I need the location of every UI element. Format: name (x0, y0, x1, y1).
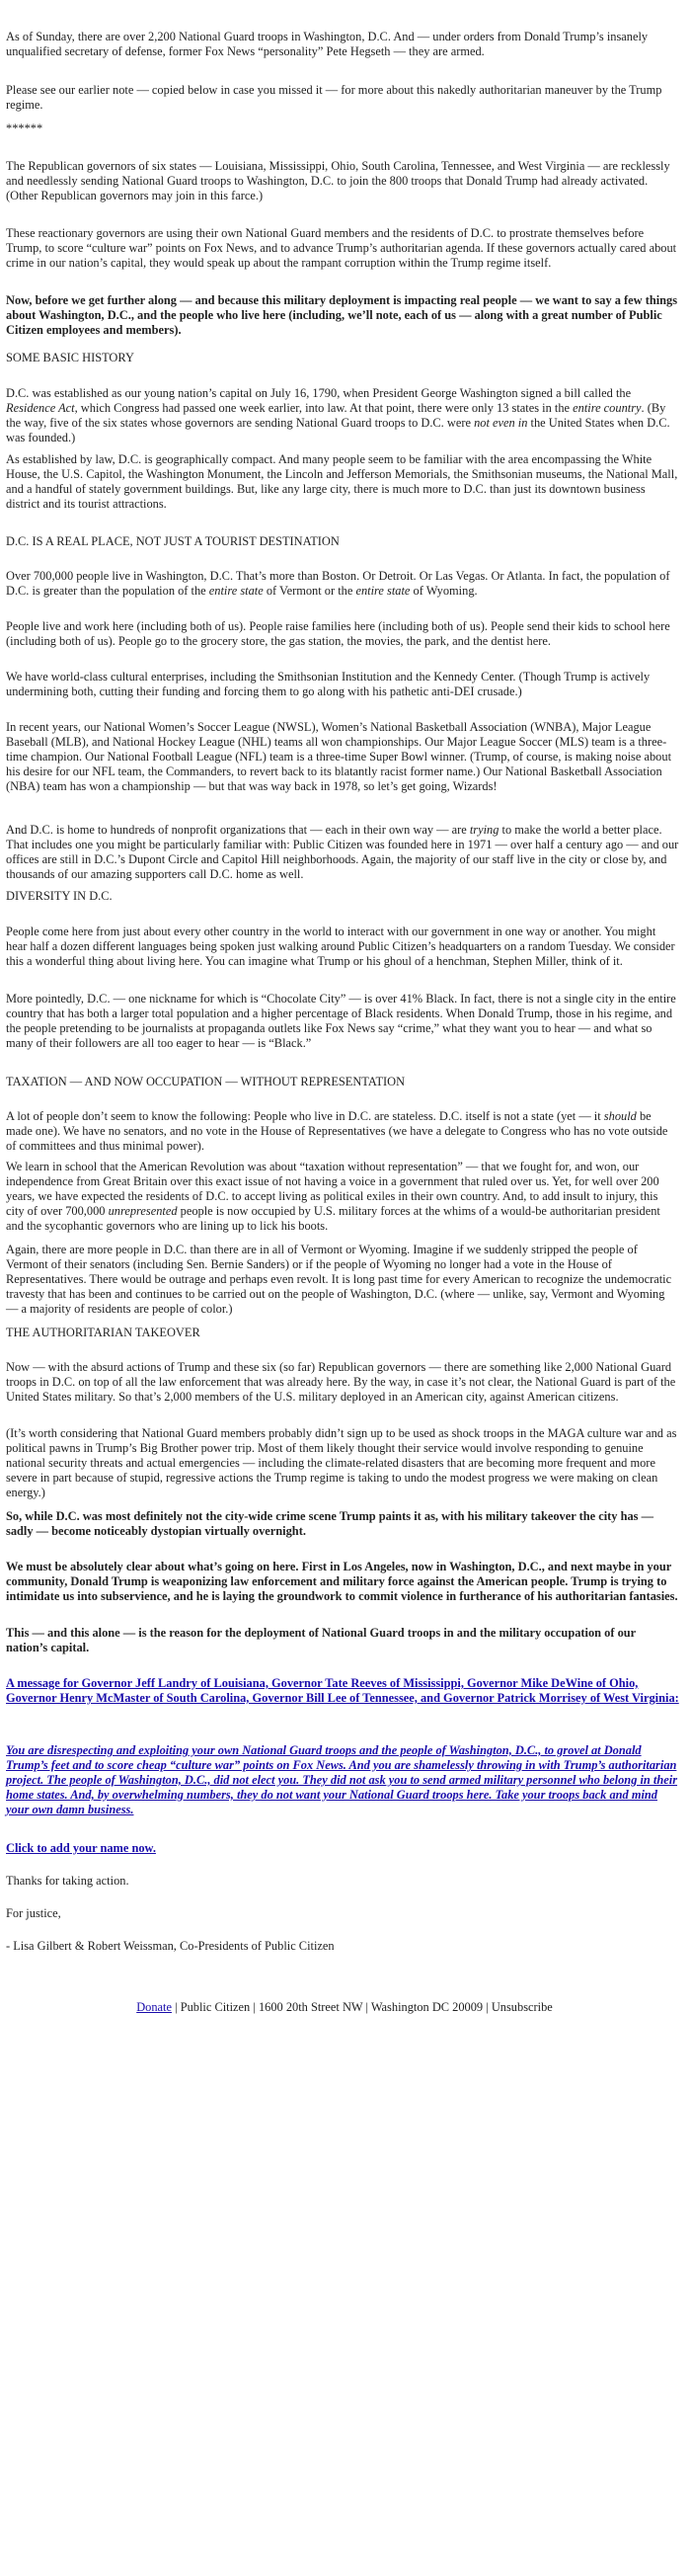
paragraph-sports: In recent years, our National Women’s Soccer League (NWSL), Women’s National Basketball Association (WNBA), Major League Baseball (MLB), and National Hockey League (NHL) teams all won championships. Our Major League Soccer (MLS) team is a three-time champion. Our National Football League (NFL) team is a three-time Super Bowl winner. (Trump, of course, is making noise about his desire for our NFL team, the Commanders, to revert back to its blatantly racist former name.) Our National Basketball Association (NBA) team has won a championship — but that was way back in 1978, so let’s get going, Wizards! (6, 720, 672, 793)
message-to-governors-link[interactable]: A message for Governor Jeff Landry of Louisiana, Governor Tate Reeves of Mississippi, Governor Mike DeWine of Ohio, Governor Henry McMaster of South Carolina, Governor Bill Lee of Tennessee, and Governor Patrick Morrisey of West Virginia: (6, 1676, 679, 1705)
paragraph-weaponizing: We must be absolutely clear about what’s going on here. First in Los Angeles, now in Washington, D.C., and next maybe in your community, Donald Trump is weaponizing law enforcement and military force against the American people. Trump is trying to intimidate us into subservience, and he is laying the groundwork to commit violence in furtherance of his authoritarian fantasies. (6, 1560, 678, 1603)
footer-org: Public Citizen (180, 2000, 251, 2014)
paragraph-history: D.C. was established as our young nation’s capital on July 16, 1790, when President George Washington signed a bill called the Residence Act, which Congress had passed one week earlier, into law. At that point, there were only 13 states in the entire country. (By the way, five of the six states whose governors are sending National Guard troops to D.C. were not even in the United States when D.C. was founded.) (6, 386, 670, 444)
message-body-link[interactable]: You are disrespecting and exploiting your own National Guard troops and the people of Washington, D.C., to grovel at Donald Trump’s feet and to score cheap “culture war” points on Fox News. And you are shamelessly throwing in with Trump’s authoritarian project. The people of Washington, D.C., did not elect you. They did not ask you to send armed military personnel who belong in their home states. And, by overwhelming numbers, they do not want your National Guard troops here. Take your troops back and mind your own damn business. (6, 1743, 678, 1816)
footer-separator: | (486, 2000, 489, 2014)
email-footer (6, 2000, 683, 2015)
paragraph-governors: The Republican governors of six states — Louisiana, Mississippi, Ohio, South Carolina, Tennessee, and West Virginia — are recklessly and needlessly sending National Guard troops to Washington, D.C. to join the 800 troops that Donald Trump had already activated. (Other Republican governors may join in this farce.) (6, 159, 670, 202)
donate-link[interactable]: Donate (136, 2000, 172, 2014)
section-heading-diversity: DIVERSITY IN D.C. (6, 889, 113, 903)
footer-city: Washington DC 20009 (370, 2000, 484, 2014)
divider-stars: ****** (6, 121, 43, 135)
salutation-text: For justice, (6, 1906, 61, 1920)
paragraph-revolution: We learn in school that the American Revolution was about “taxation without representation” — that we fought for, and won, our independence from Great Britain over this exact issue of not having a voice in a government that ruled over us. Yet, for well over 200 years, we have expected the residents of D.C. to accept living as political exiles in their own country. And, to add insult to injury, this city of over 700,000 unrepresented people is now occupied by U.S. military forces at the whims of a would-be authoritarian president and the sycophantic governors who are lining up to lick his boots. (6, 1160, 660, 1233)
paragraph-troops: Now — with the absurd actions of Trump and these six (so far) Republican governors — there are something like 2,000 National Guard troops in D.C. on top of all the law enforcement that was already here. By the way, in case it’s not clear, the National Guard is part of the United States military. So that’s 2,000 members of the U.S. military deployed in an American city, against American citizens. (6, 1360, 676, 1404)
paragraph-diversity: People come here from just about every other country in the world to interact with our government in one way or another. You might hear half a dozen different languages being spoken just walking around Public Citizen’s headquarters on a random Tuesday. We consider this a wonderful thing about living here. You can imagine what Trump or his ghoul of a henchman, Stephen Miller, think of it. (6, 925, 675, 968)
paragraph-chocolate-city: More pointedly, D.C. — one nickname for which is “Chocolate City” — is over 41% Black. In fact, there is not a single city in the entire country that has both a larger total population and a higher percentage of Black residents. When Donald Trump, those in his regime, and the people pretending to be journalists at propaganda outlets like Fox News say “crime,” what they want you to hear — and what so many of their followers are all too eager to hear — is “Black.” (6, 992, 676, 1050)
section-heading-history: SOME BASIC HISTORY (6, 351, 134, 364)
add-your-name-link[interactable]: Click to add your name now. (6, 1841, 156, 1855)
paragraph-bold-intro: Now, before we get further along — and because this military deployment is impacting real people — we want to say a few things about Washington, D.C., and the people who live here (including, we’ll note, each of us — along with a great number of Public Citizen employees and members). (6, 293, 678, 337)
paragraph-population: Over 700,000 people live in Washington, D.C. That’s more than Boston. Or Detroit. Or Las Vegas. Or Atlanta. In fact, the population of D.C. is greater than the population of the entire state of Vermont or the entire state of Wyoming. (6, 569, 670, 598)
paragraph-reactionary: These reactionary governors are using their own National Guard members and the residents of D.C. to prostrate themselves before Trump, to score “culture war” points on Fox News, and to advance Trump’s authoritarian agenda. If these governors actually cared about crime in our nation’s capital, they would speak up about the rampant corruption within the Trump regime itself. (6, 226, 677, 270)
footer-address: 1600 20th Street NW (258, 2000, 363, 2014)
paragraph-vermont-wyoming: Again, there are more people in D.C. than there are in all of Vermont or Wyoming. Imagine if we suddenly stripped the people of Vermont of their senators (including Sen. Bernie Sanders) or if the people of Wyoming no longer had a vote in the House of Representatives. There would be outrage and perhaps even revolt. It is long past time for every American to recognize the undemocratic travesty that has been and continues to be carried out on the people of Washington, D.C. (where — unlike, say, Vermont and Wyoming — a majority of residents are people of color.) (6, 1243, 672, 1316)
intro-paragraph-1: As of Sunday, there are over 2,200 National Guard troops in Washington, D.C. And — under orders from Donald Trump’s insanely unqualified secretary of defense, former Fox News “personality” Pete Hegseth — they are armed. (6, 30, 649, 58)
paragraph-guard-members: (It’s worth considering that National Guard members probably didn’t sign up to be used as shock troops in the MAGA culture war and as political pawns in Trump’s Big Brother power trip. Most of them likely thought their service would involve responding to genuine national security threats and actual emergencies — including the climate-related disasters that are becoming more frequent and more severe in part because of stupid, regressive actions the Trump regime is taking to undo the modest progress we were making on clean energy.) (6, 1426, 677, 1499)
intro-paragraph-2: Please see our earlier note — copied below in case you missed it — for more about this nakedly authoritarian maneuver by the Trump regime. (6, 83, 662, 112)
unsubscribe-link[interactable]: Unsubscribe (491, 2000, 553, 2014)
paragraph-reason: This — and this alone — is the reason for the deployment of National Guard troops in and the military occupation of our nation’s capital. (6, 1626, 636, 1654)
paragraph-culture: We have world-class cultural enterprises, including the Smithsonian Institution and the Kennedy Center. (Though Trump is actively undermining both, cutting their funding and forcing them to go along with his pathetic anti-DEI crusade.) (6, 670, 651, 698)
paragraph-geography: As established by law, D.C. is geographically compact. And many people seem to be familiar with the area encompassing the White House, the U.S. Capitol, the Washington Monument, the Lincoln and Jefferson Memorials, the Smithsonian museums, the National Mall, and a handful of stately government buildings. But, like any large city, there is much more to D.C. than just its downtown business district and its tourist attractions. (6, 452, 678, 511)
footer-separator: | (365, 2000, 368, 2014)
footer-separator: | (175, 2000, 178, 2014)
section-heading-real-place: D.C. IS A REAL PLACE, NOT JUST A TOURIST DESTINATION (6, 534, 340, 548)
paragraph-people-live: People live and work here (including both of us). People raise families here (including both of us). People send their kids to school here (including both of us). People go to the grocery store, the gas station, the movies, the park, and the dentist here. (6, 619, 670, 648)
paragraph-stateless: A lot of people don’t seem to know the following: People who live in D.C. are stateless. D.C. itself is not a state (yet — it should be made one). We have no senators, and no vote in the House of Representatives (we have a delegate to Congress who has no vote outside of committees and thus minimal power). (6, 1109, 668, 1153)
paragraph-nonprofits: And D.C. is home to hundreds of nonprofit organizations that — each in their own way — are trying to make the world a better place. That includes one you might be particularly familiar with: Public Citizen was founded here in 1971 — over half a century ago — and our offices are still in D.C.’s Dupont Circle and Capitol Hill neighborhoods. Again, the majority of our staff live in the city or close by, and thousands of our amazing supporters call D.C. home as well. (6, 823, 679, 881)
footer-separator: | (253, 2000, 256, 2014)
section-heading-taxation: TAXATION — AND NOW OCCUPATION — WITHOUT REPRESENTATION (6, 1075, 406, 1088)
thanks-text: Thanks for taking action. (6, 1874, 129, 1888)
paragraph-dystopian: So, while D.C. was most definitely not the city-wide crime scene Trump paints it as, with his military takeover the city has — sadly — become noticeably dystopian virtually overnight. (6, 1509, 653, 1538)
section-heading-takeover: THE AUTHORITARIAN TAKEOVER (6, 1326, 200, 1339)
signature-text: - Lisa Gilbert & Robert Weissman, Co-Presidents of Public Citizen (6, 1939, 335, 1953)
